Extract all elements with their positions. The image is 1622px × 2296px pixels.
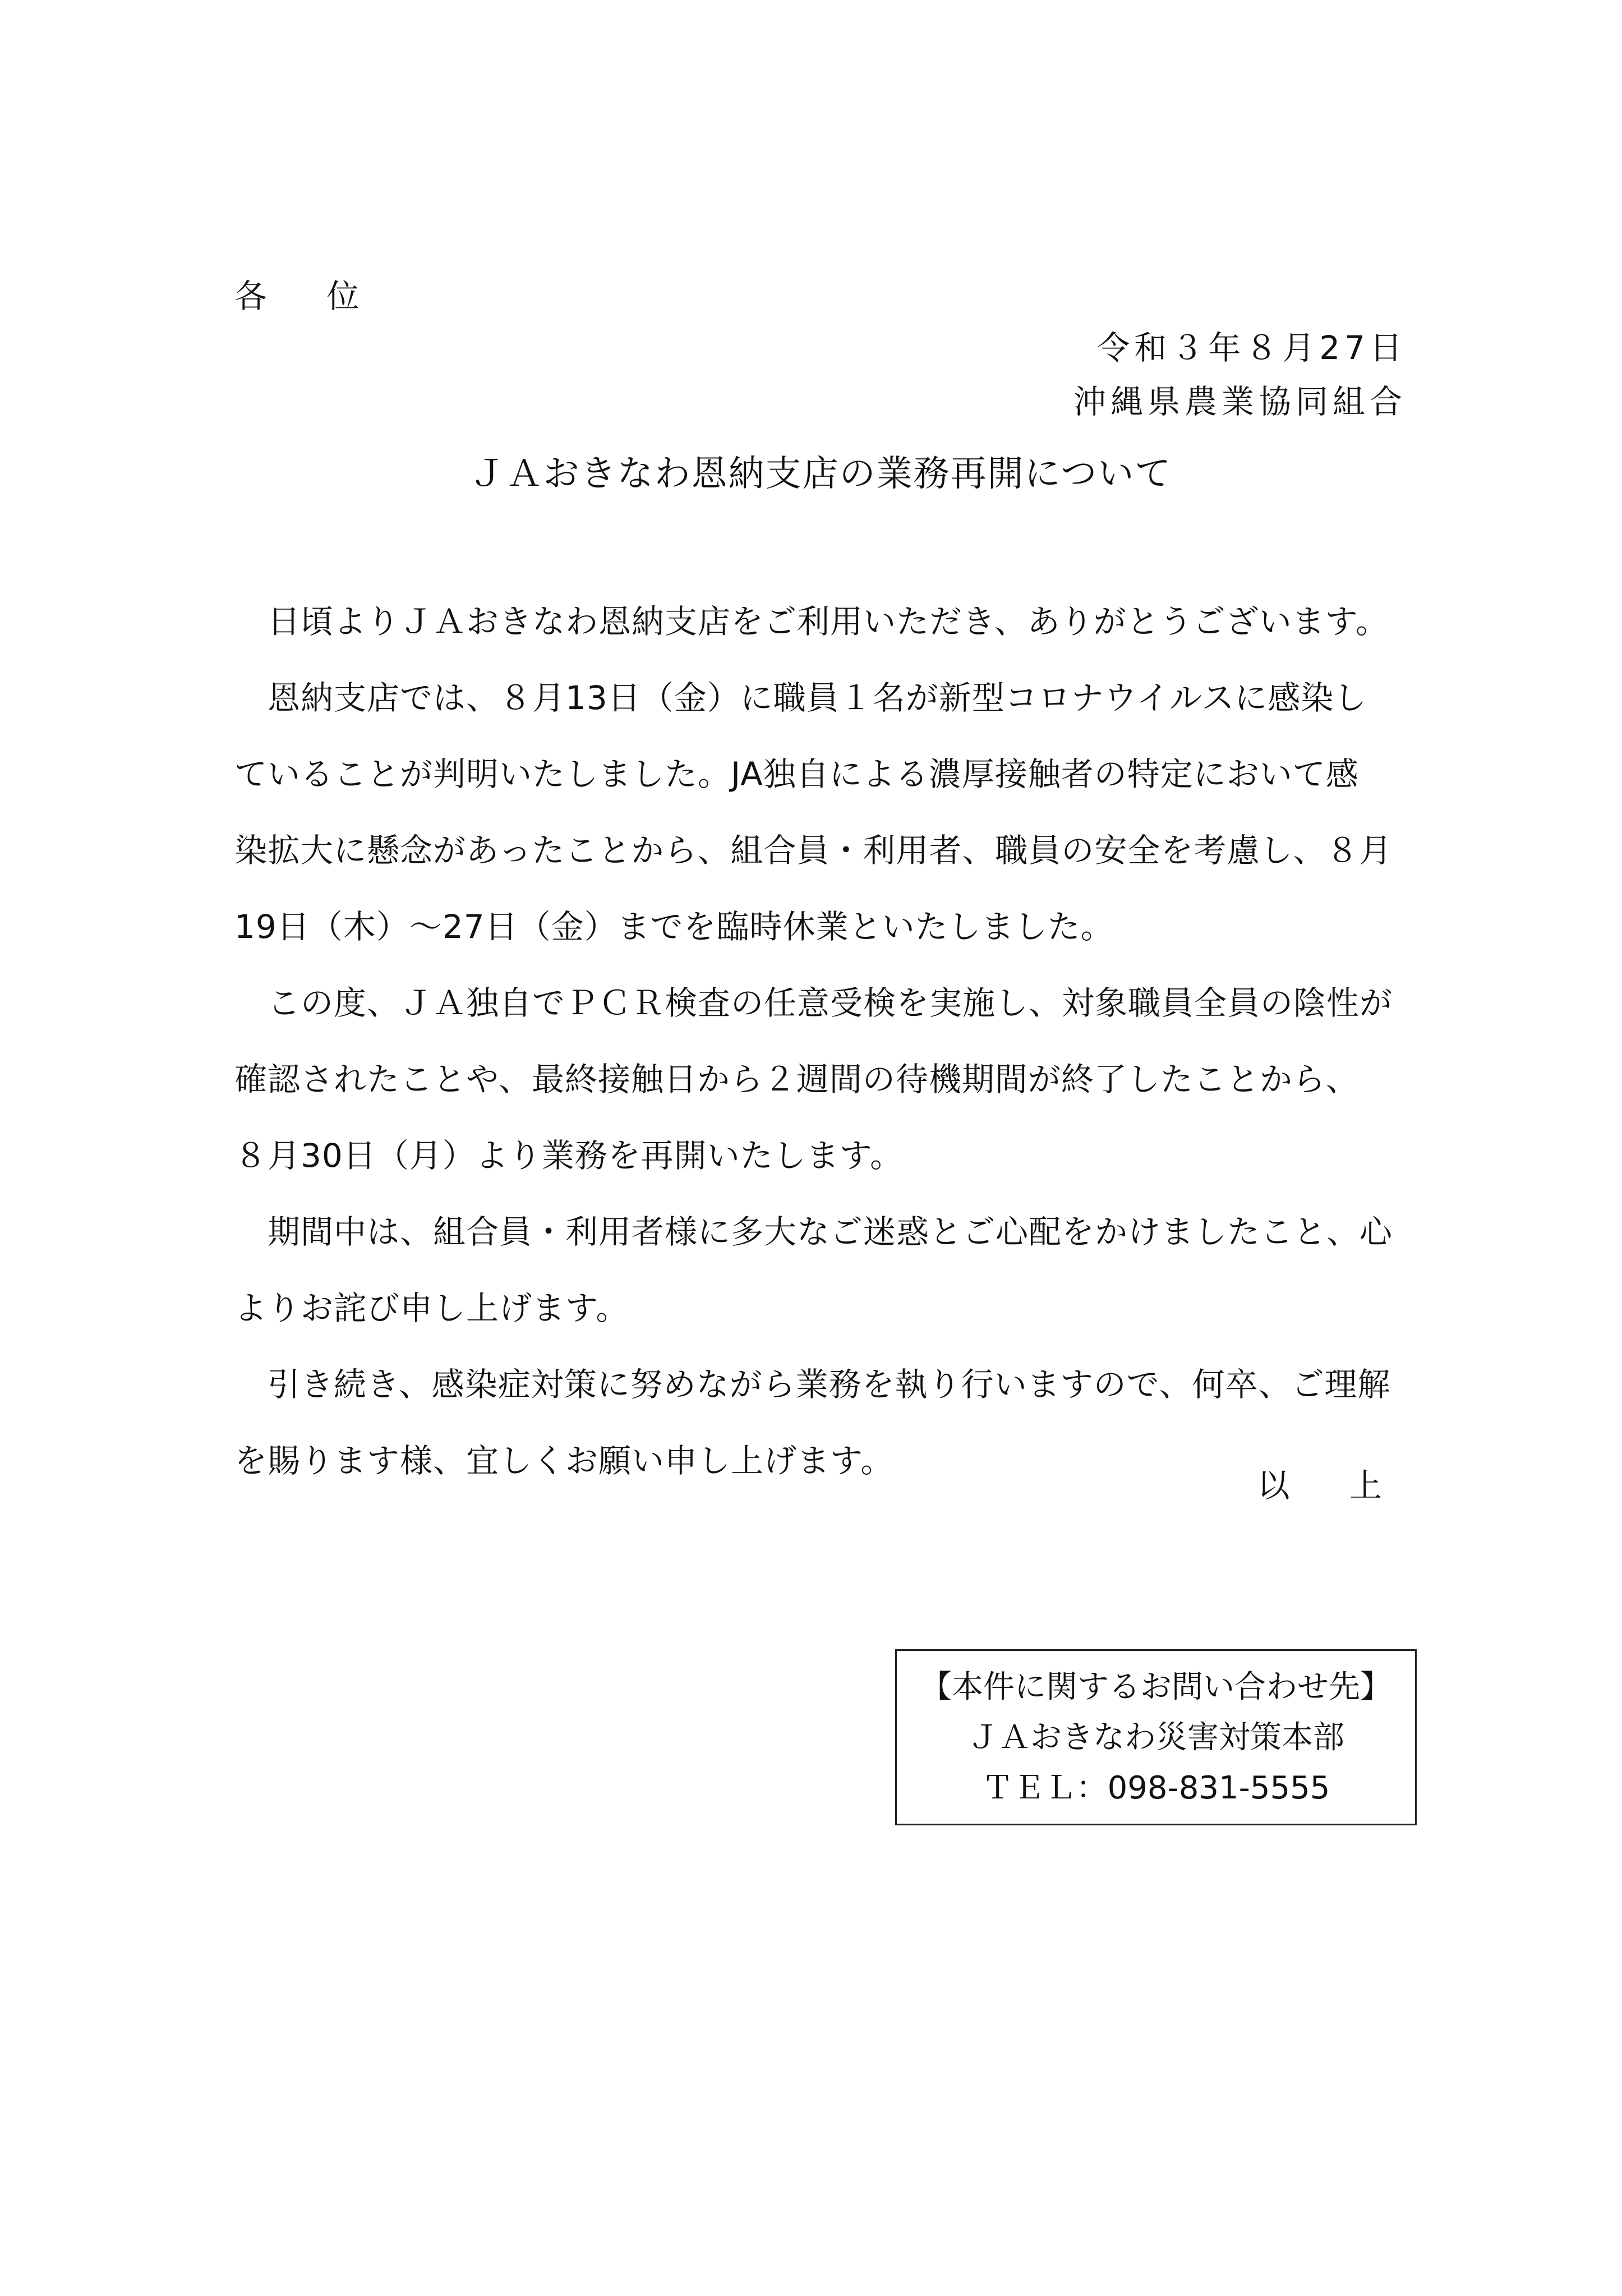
document-title: ＪＡおきなわ恩納支店の業務再開について <box>469 453 1172 495</box>
body-line: ８月30日（月）より業務を再開いたします。 <box>234 1137 904 1175</box>
contact-heading: 【本件に関するお問い合わせ先】 <box>920 1669 1391 1705</box>
body-line: 期間中は、組合員・利用者様に多大なご迷惑とご心配をかけましたこと、心 <box>234 1213 1393 1251</box>
body-line: 確認されたことや、最終接触日から２週間の待機期間が終了したことから、 <box>234 1060 1359 1098</box>
body-line: 19日（木）～27日（金）までを臨時休業といたしました。 <box>234 908 1114 946</box>
body-line: よりお詫び申し上げます。 <box>234 1289 629 1327</box>
document-date: 令和３年８月27日 <box>1097 329 1407 367</box>
body-line: ていることが判明いたしました。JA独自による濃厚接触者の特定において感 <box>234 755 1359 793</box>
body-line: 染拡大に懸念があったことから、組合員・利用者、職員の安全を考慮し、８月 <box>234 831 1393 869</box>
body-line: を賜ります様、宜しくお願い申し上げます。 <box>234 1442 894 1480</box>
body-line: 日頃よりＪＡおきなわ恩納支店をご利用いただき、ありがとうございます。 <box>234 602 1389 641</box>
contact-box <box>895 1649 1417 1825</box>
contact-phone: ＴＥＬ：098-831-5555 <box>982 1770 1330 1806</box>
closing-mark: 以 上 <box>1257 1466 1407 1504</box>
issuing-organization: 沖縄県農業協同組合 <box>1073 383 1407 421</box>
body-line: 引き続き、感染症対策に努めながら業務を執り行いますので、何卒、ご理解 <box>234 1365 1391 1404</box>
body-line: この度、ＪＡ独自でＰＣＲ検査の任意受検を実施し、対象職員全員の陰性が <box>234 984 1393 1022</box>
addressee: 各 位 <box>234 277 384 315</box>
body-line: 恩納支店では、８月13日（金）に職員１名が新型コロナウイルスに感染し <box>234 679 1367 717</box>
document-body <box>234 583 1418 1499</box>
contact-department: ＪＡおきなわ災害対策本部 <box>967 1719 1344 1756</box>
document-meta <box>1073 321 1407 429</box>
